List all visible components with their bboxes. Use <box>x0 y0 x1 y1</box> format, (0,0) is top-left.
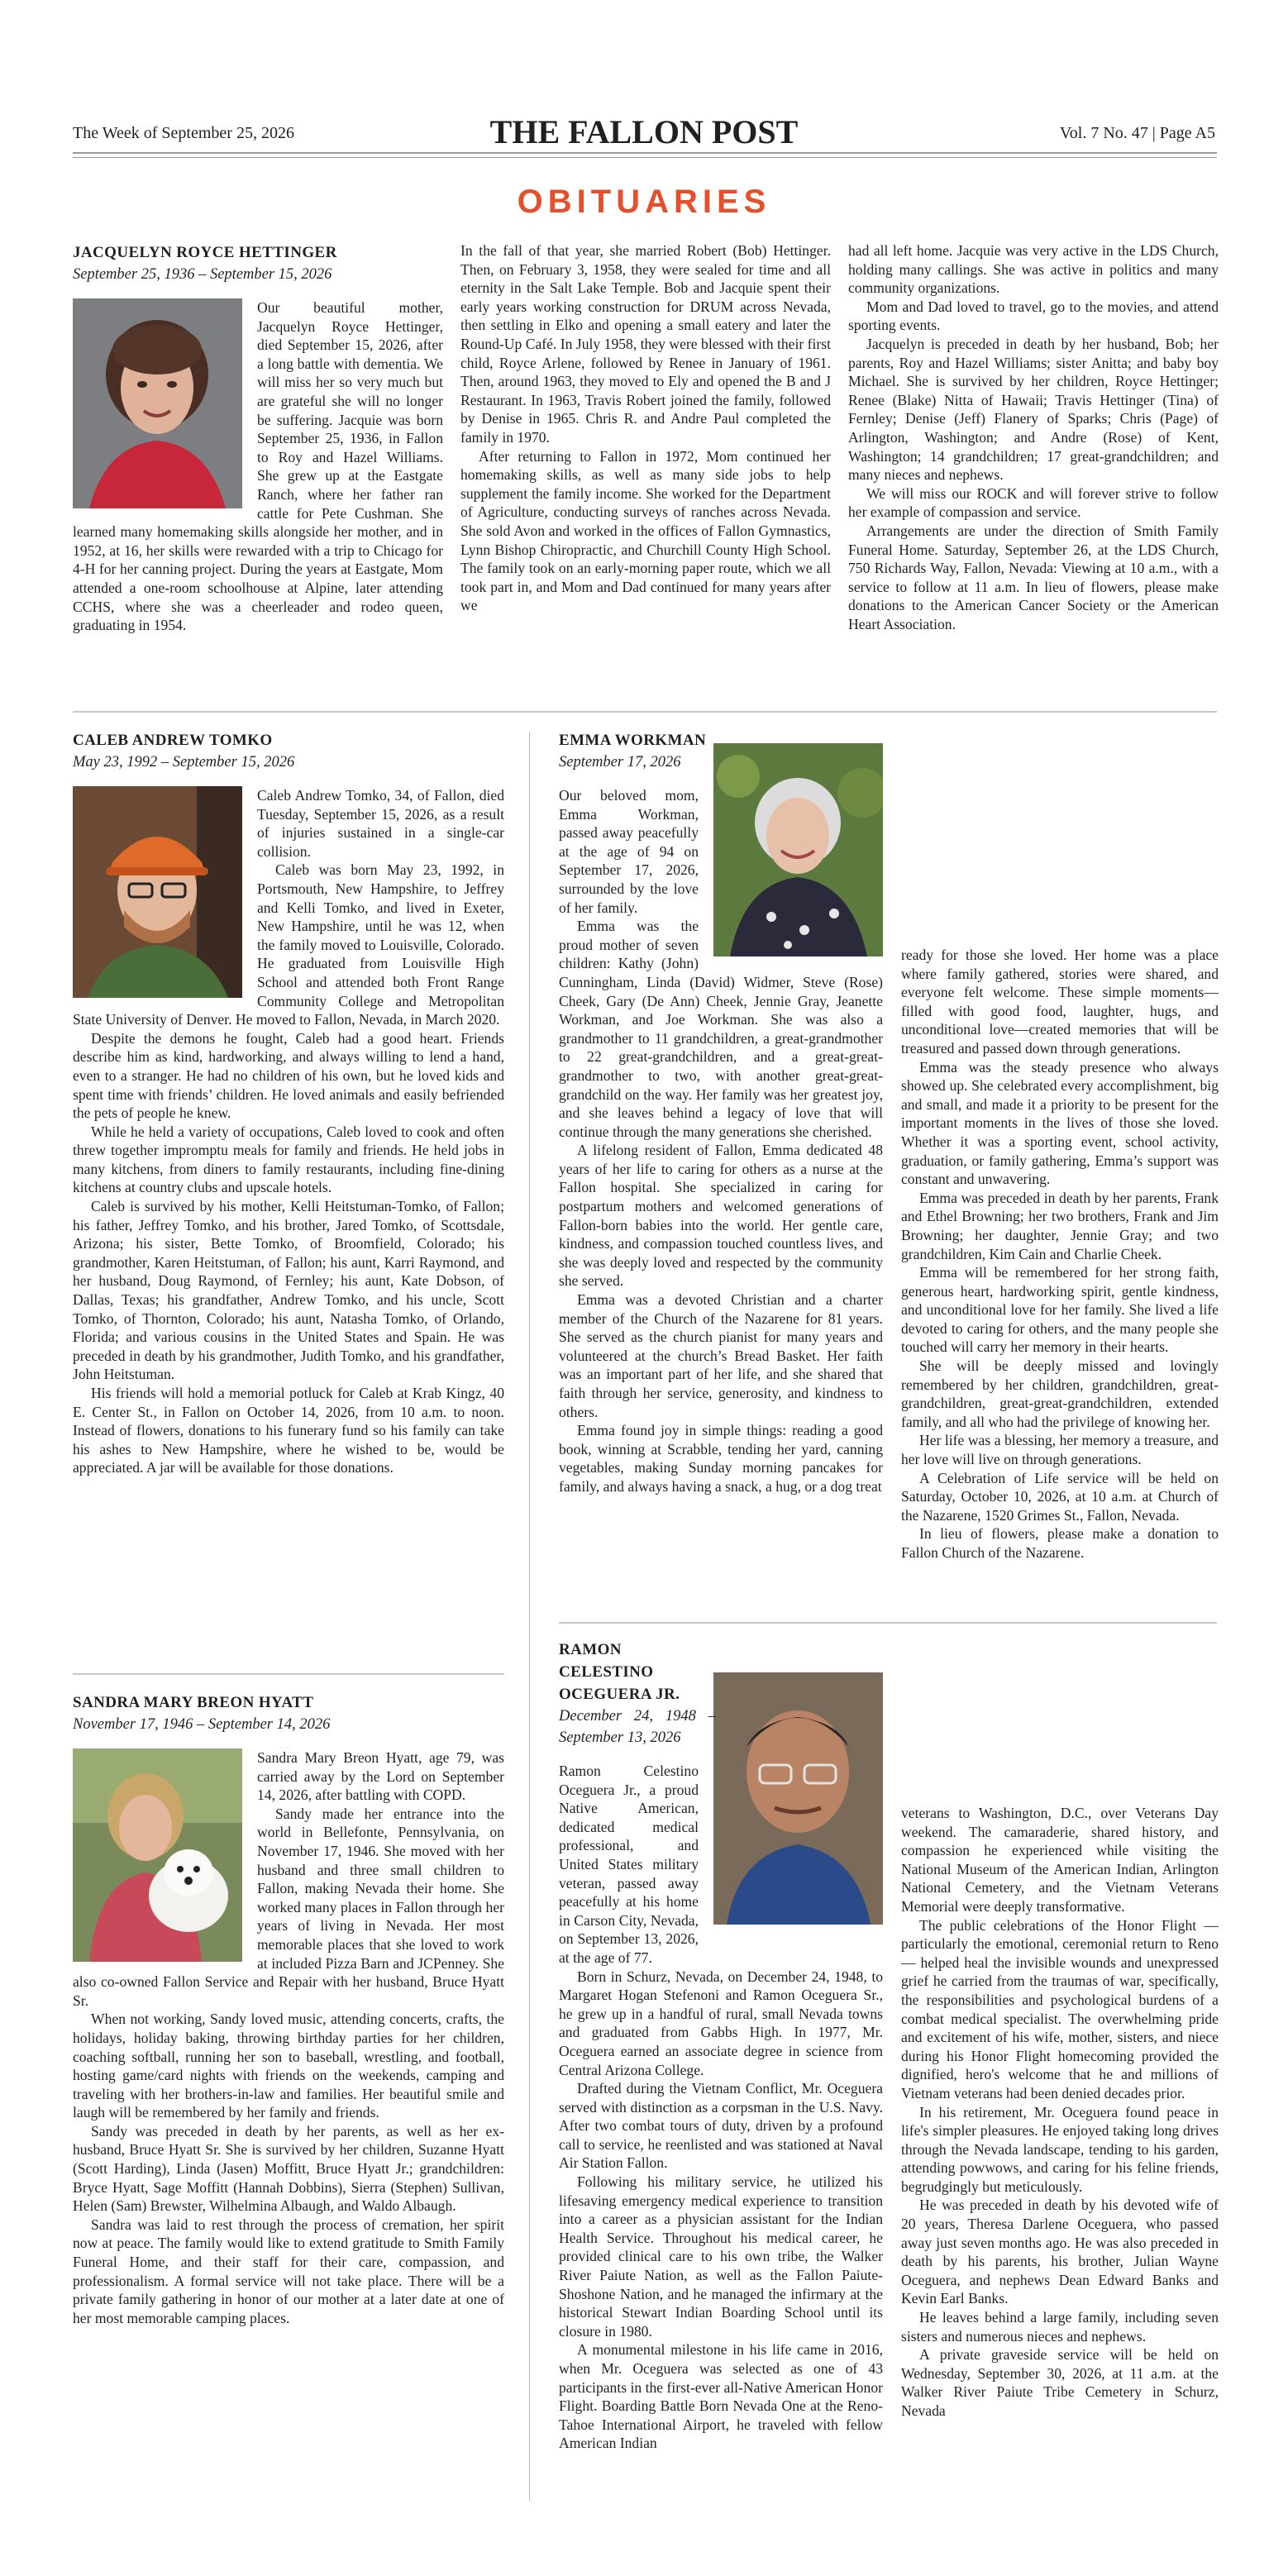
obituary-text: Born in Schurz, Nevada, on December 24, 1948, to Margaret Hogan Stefenoni and Ramon Oceguera Sr., he grew up in a handful of rural, small Nevada towns and graduated from Gabbs High. In 1977, Mr. Oceguera earned an associate degree in science from Central Arizona College. <box>559 1968 883 2078</box>
obituary-text: Jacquelyn is preceded in death by her husband, Bob; her parents, Roy and Hazel Williams; sister Anitta; and baby boy Michael. She is survived by her children, Royce Hettinger; Renee (Blake) Nitta of Hawaii; Travis Hettinger (Tina) of Fernley; Denise (Jeff) Flanery of Sparks; Chris (Page) of Arlington, Washington; and Andre (Rose) of Kent, Washington; 14 grandchildren; 17 great-grandchildren; and many nieces and nephews. <box>848 335 1219 484</box>
obituary-text: Emma was the steady presence who always showed up. She celebrated every accomplishment, big and small, and made it a priority to be present for the important moments in the lives of those she loved. Whether it was a sporting event, school activity, graduation, or family gathering, Emma’s support was constant and unwavering. <box>901 1058 1219 1188</box>
obituary-text: When not working, Sandy loved music, attending concerts, crafts, the holidays, holiday baking, throwing birthday parties for her children, coaching softball, running her son to baseball, wrestling, and football, hosting game/card nights with friends on the weekends, camping and traveling with her brothers-in-law and families. Her beautiful smile and laugh will be remembered by her family and friends. <box>73 2011 504 2121</box>
section-divider <box>559 1622 1217 1624</box>
obituary-text: Ramon Celestino Oceguera Jr., a proud Native American, dedicated medical professional, and United States military veteran, passed away peacefully at his home in Carson City, Nevada, on September 13, 2026, at the age of 77. <box>559 1763 699 1966</box>
obituary-text: A lifelong resident of Fallon, Emma dedicated 48 years of her life to caring for others as a nurse at the Fallon hospital. She specialized in caring for postpartum mothers and welcomed generations of Fallon-born babies into the world. Her gentle care, kindness, and compassion touched countless lives, and she was deeply loved and respected by the community she served. <box>559 1142 883 1290</box>
obituary-dates: November 17, 1946 – September 14, 2026 <box>73 1716 331 1733</box>
obituary-text: He was preceded in death by his devoted wife of 20 years, Theresa Darlene Oceguera, who passed away just seven months ago. He was also preceded in death by his parents, his brother, Julian Wayne Oceguera, and nephews Dean Edward Banks and Kevin Earl Banks. <box>901 2197 1219 2307</box>
obituary-name: JACQUELYN ROYCE HETTINGER <box>73 244 337 261</box>
obituary-oceguera <box>559 1639 883 2453</box>
obituary-hettinger <box>73 241 443 635</box>
obituary-text: ready for those she loved. Her home was a place where family gathered, stories were shared, and everyone felt welcome. These simple moments—filled with good food, laughter, hugs, and unconditional love—created memories that will be treasured and passed down through generations. <box>901 947 1219 1057</box>
obituary-name: EMMA WORKMAN <box>559 732 707 749</box>
obituary-text: His friends will hold a memorial potluck for Caleb at Krab Kingz, 40 E. Center St., in Fallon on October 14, 2026, from 10 a.m. to noon. Instead of flowers, donations to his funerary fund so his family can take his ashes to New Hampshire, where he wished to be, would be appreciated. A jar will be available for those donations. <box>73 1385 504 1476</box>
masthead-date: The Week of September 25, 2026 <box>73 124 294 142</box>
obituary-text: Emma was a devoted Christian and a charter member of the Church of the Nazarene for 81 years. She served as the church pianist for many years and volunteered at the church’s Bread Basket. Her faith was an important part of her life, and she shared that faith through her service, generosity, and kindness to others. <box>559 1291 883 1420</box>
obituary-name: RAMON CELESTINO OCEGUERA JR. <box>559 1641 680 1703</box>
obituary-dates: December 24, 1948 – September 13, 2026 <box>559 1708 716 1746</box>
obituary-text: had all left home. Jacquie was very active in the LDS Church, holding many callings. She was active in politics and many community organizations. <box>848 242 1219 297</box>
obituary-dates: September 25, 1936 – September 15, 2026 <box>73 266 332 283</box>
obituary-text: Emma will be remembered for her strong faith, generous heart, hardworking spirit, gentle kindness, and unconditional love for her family. She lived a life devoted to caring for others, and the many people she touched will carry her memory in their hearts. <box>901 1264 1219 1356</box>
photo-spacer <box>901 729 1219 946</box>
portrait-woman-red-top-icon <box>73 298 242 508</box>
obituary-text: Our beloved mom, Emma Workman, passed away peacefully at the age of 94 on September 17, 2026, surrounded by the love of her family. <box>559 787 699 916</box>
obituary-text: We will miss our ROCK and will forever strive to follow her example of compassion and service. <box>848 484 1219 521</box>
obituary-text: A Celebration of Life service will be held on Saturday, October 10, 2026, at 10 a.m. at Church of the Nazarene, 1520 Grimes St., Fallon, Nevada. <box>901 1469 1219 1524</box>
obituary-text: Our beautiful mother, Jacquelyn Royce Hettinger, died September 15, 2026, after a long battle with dementia. We will miss her so very much but are grateful she will no longer be suffering. Jacquie was born September 25, 1936, in Fallon to Roy and Hazel Williams. She grew up at the Eastgate Ranch, where her father ran cattle for Pete Cushman. She learned many homemaking skills alongside her mother, and in 1952, at 16, her skills were rewarded with a trip to Chicago for 4-H for her canning project. During the years at Eastgate, Mom attended a one-room schoolhouse at Alpine, later attending CCHS, where she was a cheerleader and rodeo queen, graduating in 1954. <box>73 299 443 634</box>
obituary-text: Caleb is survived by his mother, Kelli Heitstuman-Tomko, of Fallon; his father, Jeffrey Tomko, and his brother, Jared Tomko, of Scottsdale, Arizona; his sister, Bette Tomko, of Broomfield, Colorado; his grandmother, Karen Heitstuman, of Fallon; his aunt, Karri Raymond, and her husband, Doug Raymond, of Fernley; his aunt, Kate Dobson, of Dallas, Texas; his grandfather, Andrew Tomko, and his uncle, Scott Tomko, of Thornton, Colorado; his aunt, Natasha Tomko, of Orlando, Florida; and various cousins in the United States and Spain. He was preceded in death by his grandmother, Judith Tomko, and his grandfather, John Heitstuman. <box>73 1198 504 1383</box>
obituary-text: A monumental milestone in his life came in 2016, when Mr. Oceguera was selected as one of 43 participants in the first-ever all-Native American Honor Flight. Boarding Battle Born Nevada One at the Reno-Tahoe International Airport, he traveled with fellow American Indian <box>559 2341 883 2452</box>
obituary-text: Sandy was preceded in death by her parents, as well as her ex-husband, Bruce Hyatt Sr. She is survived by her children, Suzanne Hyatt (Scott Harding), Linda (Jasen) Moffitt, Bruce Hyatt Jr.; grandchildren: Bryce Hyatt, Sage Moffitt (Hannah Dobbins), Sierra (Stephen) Sullivan, Helen (Sam) Brewster, Wilhelmina Albaugh, and Waldo Albaugh. <box>73 2122 504 2215</box>
obituary-text: The public celebrations of the Honor Flight — particularly the emotional, ceremonial return to Reno — helped heal the invisible wounds and unexpressed grief he carried from the traumas of war, specifically, the responsibilities and psychological burdens of a combat medical specialist. The overwhelming pride and excitement of his wife, mother, sisters, and niece during his Honor Flight homecoming provided the dignified, hero's welcome that he and millions of Vietnam veterans had been denied decades prior. <box>901 1916 1219 2101</box>
photo-spacer <box>901 1639 1219 1804</box>
obituary-text: She will be deeply missed and lovingly remembered by her children, grandchildren, great-grandchildren, great-great-grandchildren, extended family, and all who had the privilege of knowing her. <box>901 1357 1219 1430</box>
portrait-man-glasses-icon <box>713 1672 883 1925</box>
obituary-text: He leaves behind a large family, including seven sisters and numerous nieces and nephews. <box>901 2309 1219 2345</box>
portrait-elderly-woman-icon <box>713 743 883 956</box>
obituary-dates: May 23, 1992 – September 15, 2026 <box>73 754 295 770</box>
obituary-text: Drafted during the Vietnam Conflict, Mr. Oceguera served with distinction as a corpsman in the U.S. Navy. After two combat tours of duty, driven by a profound call to service, he reenlisted and was stationed at Naval Air Station Fallon. <box>559 2080 883 2172</box>
obituary-text: After returning to Fallon in 1972, Mom continued her homemaking skills, as well as many side jobs to help supplement the family income. She worked for the Department of Agriculture, conducting surveys of ranches across Nevada. She sold Avon and worked in the offices of Fallon Gymnastics, Lynn Bishop Chiropractic, and Churchill County High School. The family took on an early-morning paper route, which we all took part in, and Mom and Dad continued for many years after we <box>460 447 831 614</box>
obituary-text: While he held a variety of occupations, Caleb loved to cook and often threw together impromptu meals for family and friends. He held jobs in many kitchens, from diners to family restaurants, including fine-dining kitchens at country clubs and upscale hotels. <box>73 1123 504 1196</box>
masthead-rule-bottom <box>73 157 1217 158</box>
obituary-text: Despite the demons he fought, Caleb had a good heart. Friends describe him as kind, hardworking, and always willing to lend a hand, even to a stranger. He had no children of his own, but he loved kids and spent time with friends’ children. He loved animals and easily befriended the pets of people he knew. <box>73 1029 504 1122</box>
obituary-oceguera-right <box>901 1639 1219 2421</box>
portrait-woman-with-dog-icon <box>73 1748 242 1962</box>
obituary-name: SANDRA MARY BREON HYATT <box>73 1694 314 1711</box>
obituary-workman <box>559 729 883 1496</box>
masthead-rule-top <box>73 152 1217 154</box>
obituary-text: veterans to Washington, D.C., over Veterans Day weekend. The camaraderie, shared history, and compassion he experienced while visiting the National Museum of the American Indian, Arlington National Cemetery, and the Vietnam Veterans Memorial were deeply transformative. <box>901 1805 1219 1915</box>
obituary-text: A private graveside service will be held on Wednesday, September 30, 2026, at 11 a.m. at the Walker River Paiute Tribe Cemetery in Schurz, Nevada <box>901 2346 1219 2419</box>
masthead-issue: Vol. 7 No. 47 | Page A5 <box>1059 124 1215 142</box>
obituary-hettinger-col3 <box>848 241 1219 633</box>
section-divider <box>73 1673 504 1675</box>
obituary-text: In his retirement, Mr. Oceguera found peace in life's simpler pleasures. He enjoyed taking long drives through the Nevada landscape, tending to his garden, attending powwows, and caring for his feline friends, begrudgingly but meticulously. <box>901 2103 1219 2195</box>
obituary-text: Following his military service, he utilized his lifesaving emergency medical experience to transition into a career as a physician assistant for the Indian Health Service. Throughout his medical career, he provided clinical care to his own tribe, the Walker River Paiute Nation, as well as the Fallon Paiute-Shoshone Nation, and he managed the infirmary at the historical Stewart Indian Boarding School until its closure in 1980. <box>559 2173 883 2340</box>
obituary-tomko <box>73 729 504 1477</box>
obituary-text: Caleb Andrew Tomko, 34, of Fallon, died Tuesday, September 15, 2026, as a result of injuries sustained in a single-car collision. <box>257 787 504 860</box>
obituary-text: Sandra was laid to rest through the process of cremation, her spirit now at peace. The family would like to extend gratitude to Smith Family Funeral Home, and their staff for their care, compassion, and professionalism. A formal service will not take place. There will be a private family gathering in honor of our mother at a later date at one of her most memorable camping places. <box>73 2216 504 2326</box>
obituary-text: Her life was a blessing, her memory a treasure, and her love will live on through generations. <box>901 1432 1219 1468</box>
obituary-text: Mom and Dad loved to travel, go to the movies, and attend sporting events. <box>848 298 1219 334</box>
obituary-text: Emma was the proud mother of seven children: Kathy (John) Cunningham, Linda (David) Widmer, Steve (Rose) Cheek, Gary (De Ann) Cheek, Jennie Gray, Jeanette Workman, and Joe Workman. She was also a grandmother to 11 grandchildren, a great-grandmother to 22 great-grandchildren, and a great-great-grandmother to two, with another great-great-grandchild on the way. Her family was her greatest joy, and she leaves behind a legacy of love that will continue through the many generations she cherished. <box>559 918 883 1140</box>
obituary-text: Emma was preceded in death by her parents, Frank and Ethel Browning; her two brothers, Frank and Jim Browning; her daughter, Jennie Gray; and two grandchildren, Kim Cain and Charlie Cheek. <box>901 1189 1219 1262</box>
obituary-dates: September 17, 2026 <box>559 754 681 770</box>
section-divider <box>73 711 1217 713</box>
obituary-text: Emma found joy in simple things: reading a good book, winning at Scrabble, tending her yard, canning vegetables, making Sunday morning pancakes for family, and always having a snack, a hug, or a dog treat <box>559 1422 883 1495</box>
obituary-hettinger-col2 <box>460 241 831 615</box>
portrait-man-orange-cap-icon <box>73 786 242 998</box>
obituary-text: Sandy made her entrance into the world in Bellefonte, Pennsylvania, on November 17, 1946. She moved with her husband and three small children to Fallon, making Nevada their home. She worked many places in Fallon through her years of living in Nevada. Her most memorable places that she loved to work at included Pizza Barn and JCPenney. She also co-owned Fallon Service and Repair with her husband, Bruce Hyatt Sr. <box>73 1805 504 2009</box>
obituary-text: In lieu of flowers, please make a donation to Fallon Church of the Nazarene. <box>901 1525 1219 1561</box>
obituary-name: CALEB ANDREW TOMKO <box>73 732 273 749</box>
obituary-workman-right <box>901 729 1219 1562</box>
newspaper-title: THE FALLON POST <box>489 113 799 150</box>
obituary-hyatt <box>73 1691 504 2327</box>
section-title: OBITUARIES <box>517 184 771 220</box>
obituary-text: Caleb was born May 23, 1992, in Portsmouth, New Hampshire, to Jeffrey and Kelli Tomko, and lived in Exeter, New Hampshire, until he was 12, when the family moved to Louisville, Colorado. He graduated from Louisville High School and attended both Front Range Community College and Metropolitan State University of Denver. He moved to Fallon, Nevada, in March 2020. <box>73 861 504 1028</box>
column-divider <box>529 732 530 2501</box>
obituary-text: In the fall of that year, she married Robert (Bob) Hettinger. Then, on February 3, 1958, they were sealed for time and all eternity in the Salt Lake Temple. Bob and Jacquie spent their early years working construction for DRUM across Nevada, then settling in Elko and opening a small eatery and later the Round-Up Café. In July 1958, they were blessed with their first child, Royce Arlene, followed by Renee in January of 1961. Then, around 1963, they moved to Ely and opened the B and J Restaurant. In 1963, Travis Robert joined the family, followed by Denise in 1965. Chris R. and Andre Paul completed the family in 1970. <box>460 242 831 446</box>
obituary-text: Sandra Mary Breon Hyatt, age 79, was carried away by the Lord on September 14, 2026, after battling with COPD. <box>257 1749 504 1804</box>
obituary-text: Arrangements are under the direction of Smith Family Funeral Home. Saturday, September 26, at the LDS Church, 750 Richards Way, Fallon, Nevada: Viewing at 10 a.m., with a service to follow at 11 a.m. In lieu of flowers, please make donations to the American Cancer Society or the American Heart Association. <box>848 522 1219 632</box>
